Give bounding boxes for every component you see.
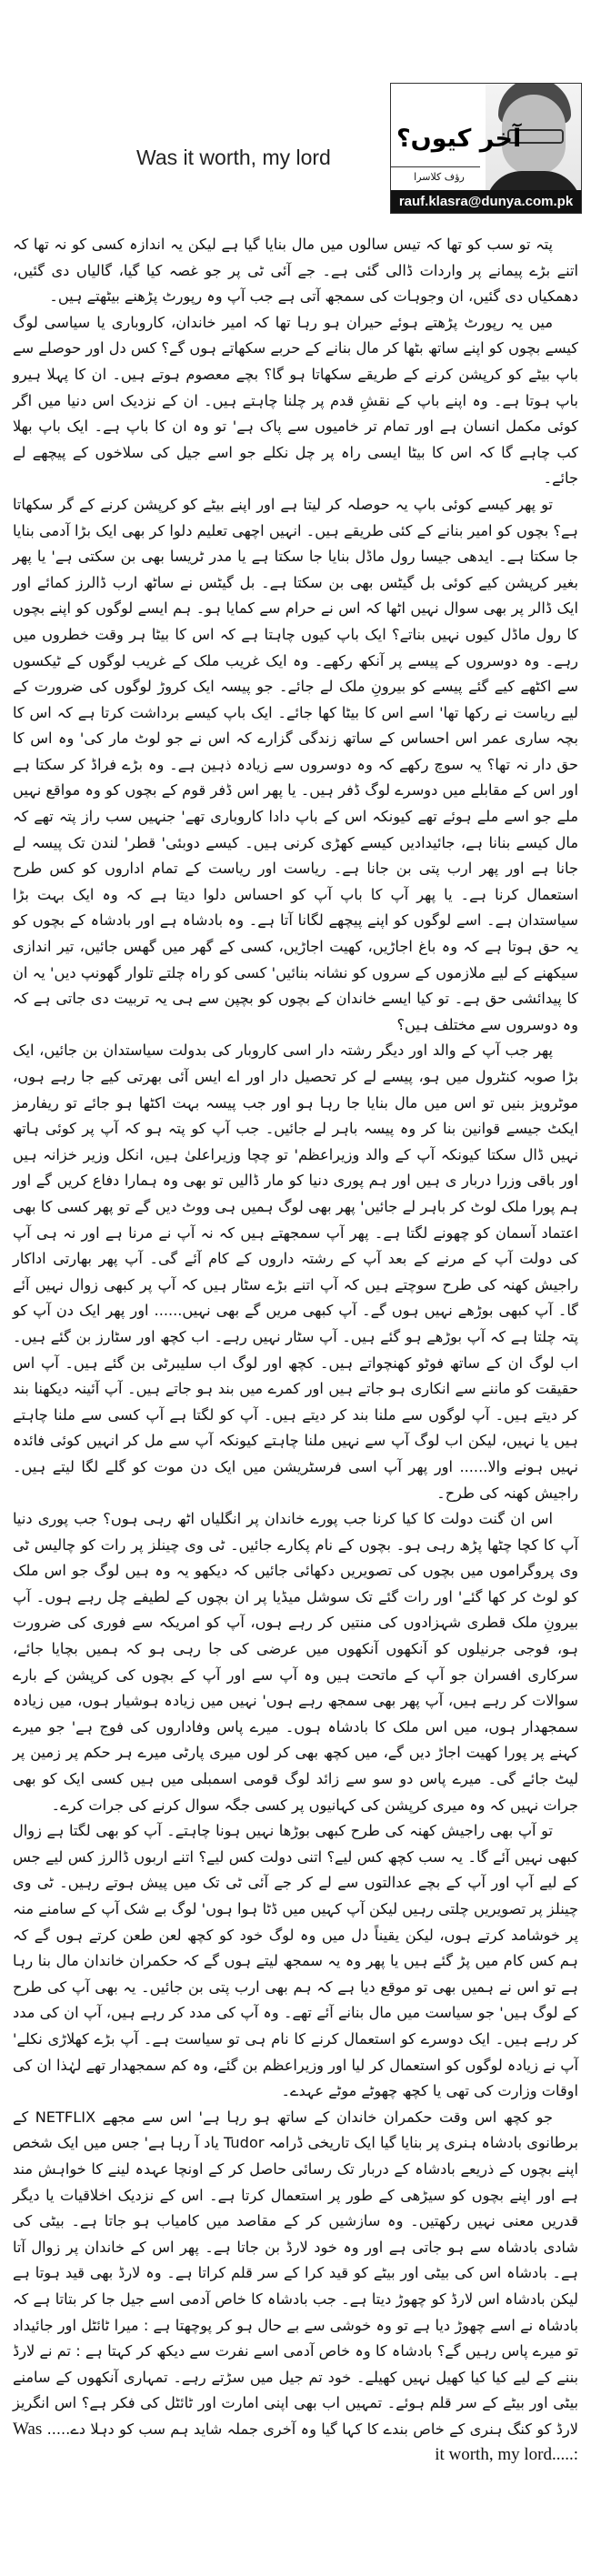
paragraph — [13, 2105, 578, 2469]
closing-quote: Was it worth, my lord.....: — [13, 2419, 578, 2465]
article-title-english: Was it worth, my lord — [136, 146, 331, 169]
divider — [391, 166, 480, 167]
paragraph: میں یہ رپورٹ پڑھتے ہوئے حیران ہو رہا تھا کہ امیر خاندان، کاروباری یا سیاسی لوگ کیسے بچوں کو اپنے ساتھ بٹھا کر مال بنانے کے حربے سکھاتے ہوں گے؟ کس دل اور حوصلے سے باپ بیٹے کو کرپشن کرنے کے طریقے سکھاتا ہو گا؟ بچے معصوم ہوتے ہیں۔ ان کا پہلا ہیرو باپ ہوتا ہے۔ وہ اپنے باپ کے نقشِ قدم پر چلنا چاہتے ہیں۔ ان کے نزدیک اس دنیا میں اگر کوئی مکمل انسان ہے اور تمام تر خامیوں سے پاک ہے' تو وہ ان کا باپ ہے۔ ایک باپ بھلا کب چاہے گا کہ اس کا بیٹا ایسی راہ پر چل نکلے جو اسے جیل کی سلاخوں کے پیچھے لے جائے۔ — [13, 313, 578, 488]
article-body — [13, 232, 578, 2469]
paragraph-text: جو کچھ اس وقت حکمران خاندان کے ساتھ ہو رہا ہے' اس سے مجھے NETFLIX کے برطانوی بادشاہ ہنری پر بنایا گیا ایک تاریخی ڈرامہ Tudor یاد آ رہا ہے' جس میں ایک شخص اپنے بچوں کے ذریعے بادشاہ کے دربار تک رسائی حاصل کر کے اونچا عہدہ لینے کا خواہش مند ہے اور اپنے بچوں کو سیڑھی کے طور پر استعمال کرتا ہے۔ اس کے نزدیک اخلاقیات یا دیگر قدریں معنی نہیں رکھتیں۔ وہ سازشیں کر کے مقاصد میں کامیاب ہو جاتا ہے۔ بیٹی کی شادی بادشاہ سے ہو جاتی ہے اور وہ خود لارڈ بن جاتا ہے۔ پھر اس کے خاندان پر زوال آتا ہے۔ بادشاہ اس کی بیٹی اور بیٹے کو قید کرا کے سر قلم کراتا ہے۔ وہ لارڈ بھی قید ہوتا ہے لیکن بادشاہ اس لارڈ کو چھوڑ دیتا ہے۔ جب بادشاہ کا خاص آدمی اسے جیل جا کر بتاتا ہے کہ بادشاہ نے اسے چھوڑ دیا ہے تو وہ خوشی سے بے حال ہو کر پوچھتا ہے : میرا ٹائٹل اور جائیداد تو میرے پاس رہیں گے؟ بادشاہ کا وہ خاص آدمی اسے نفرت سے دیکھ کر کہتا ہے : تم نے لارڈ بننے کے لیے کیا کیا کھیل نہیں کھیلے۔ خود تم جیل میں سڑتے رہے۔ تمہاری آنکھوں کے سامنے بیٹی اور بیٹے کے سر قلم ہوئے۔ تمہیں اب بھی اپنی امارت اور ٹائٹل کی فکر ہے؟ اس انگریز لارڈ کو کنگ ہنری کے خاص بندے کا کہا گیا وہ آخری جملہ شاید ہم سب کو دہلا دے..... — [13, 2108, 578, 2438]
author-name: رؤف کلاسرا — [414, 171, 465, 183]
paragraph: پھر جب آپ کے والد اور دیگر رشتہ دار اسی کاروبار کی بدولت سیاستدان بن جائیں، ایک بڑا صوبہ کنٹرول میں ہو، پیسے لے کر تحصیل دار اور اے ایس آئی بھرتی کیے جا رہے ہوں، موٹرویز بنیں تو اس میں مال بنایا جا رہا ہو اور جب پیسہ بہت اکٹھا ہو جائے تو ریفارمز ایکٹ جیسے قوانین بنا کر وہ پیسہ باہر لے جائیں۔ جب آپ کو پتہ ہو کہ آپ پر کوئی ہاتھ نہیں ڈال سکتا کیونکہ آپ کے والد وزیراعظم' تو چچا وزیراعلیٰ ہیں، انکل وزیر خزانہ ہیں اور باقی وزرا دربار ی ہیں اور ہم پوری دنیا کو مار ڈالیں تو بھی وہ ہمارا دفاع کریں گے اور ہم پورا ملک لوٹ کر باہر لے جائیں' پھر بھی لوگ ہمیں ہی ووٹ دیں گے تو پھر کسی کا بھی اعتماد آسمان کو چھونے لگتا ہے۔ پھر آپ سمجھتے ہیں کہ نہ آپ نے مرنا ہے اور نہ ہی آپ کی دولت آپ کے مرنے کے بعد آپ کے رشتہ داروں کے کام آئے گی۔ آپ پھر بھارتی اداکار راجیش کھنہ کی طرح سوچتے ہیں کہ آپ اتنے بڑے سٹار ہیں کہ آپ پر کبھی زوال نہیں آئے گا۔ آپ کبھی بوڑھے نہیں ہوں گے۔ آپ کبھی مریں گے بھی نہیں...... اور پھر ایک دن آپ کو پتہ چلتا ہے کہ آپ بوڑھے ہو گئے ہیں۔ آپ سٹار نہیں رہے۔ اب کچھ اور سٹارز بن گئے ہیں۔ اب لوگ ان کے ساتھ فوٹو کھنچواتے ہیں۔ کچھ اور لوگ اب سلیبرٹی بن گئے ہیں۔ آپ اس حقیقت کو ماننے سے انکاری ہو جاتے ہیں اور کمرے میں بند ہو جاتے ہیں۔ آپ آئینہ دیکھنا بند کر دیتے ہیں۔ آپ لوگوں سے ملنا بند کر دیتے ہیں۔ آپ کو لگتا ہے آپ کسی سے ملنا چاہتے ہیں یا نہیں، لیکن اب لوگ آپ سے نہیں ملنا چاہتے کیونکہ آپ سے مل کر انہیں کوئی فائدہ نہیں ہونے والا...... اور پھر آپ اسی فرسٹریشن میں ایک دن موت کو گلے لگا لیتے ہیں۔ راجیش کھنہ کی طرح۔ — [13, 1041, 578, 1502]
paragraph: اس ان گنت دولت کا کیا کرنا جب پورے خاندان پر انگلیاں اٹھ رہی ہوں؟ جب پوری دنیا آپ کا کچا چٹھا پڑھ رہی ہو۔ بچوں کے نام پکارے جائیں۔ ٹی وی چینلز پر رات کو چالیس ٹی وی پروگراموں میں بچوں کی تصویریں دکھائی جائیں کہ دیکھو یہ وہ ہیں لوگ جو اس ملک کو لوٹ کر کھا گئے' اور رات گئے تک سوشل میڈیا پر ان بچوں کے لطیفے چل رہے ہوں۔ آپ بیرونِ ملک قطری شہزادوں کی منتیں کر رہے ہوں، آپ کو امریکہ سے فوری کی ضرورت ہو، فوجی جرنیلوں کو آنکھوں آنکھوں میں عرضی کی جا رہی ہو کہ ہمیں بچایا جائے، سرکاری افسران جو آپ کے ماتحت ہیں وہ آپ سے اور آپ کے بچوں کی کرپشن کے بارے سوالات کر رہے ہیں، آپ پھر بھی سمجھ رہے ہوں' نہیں میں زیادہ ہوشیار ہوں، میں زیادہ سمجھدار ہوں، میں اس ملک کا بادشاہ ہوں۔ میرے پاس وفاداروں کی فوج ہے' جو میرے کہنے پر پورا کھیت اجاڑ دیں گے، میں کچھ بھی کر لوں میری پارٹی میرے ہر حکم پر زمین پر لیٹ جائے گی۔ میرے پاس دو سو سے زائد لوگ قومی اسمبلی میں ہیں کسی ایک کو بھی جرات نہیں کہ وہ میری کرپشن کی کہانیوں پر کسی جگہ سوال کرنے کی جرات کرے۔ — [13, 1510, 578, 1814]
column-masthead — [390, 83, 582, 214]
paragraph: پتہ تو سب کو تھا کہ تیس سالوں میں مال بنایا گیا ہے لیکن یہ اندازہ کسی کو نہ تھا کہ اتنے بڑے پیمانے پر واردات ڈالی گئی ہے۔ جے آئی ٹی پر جو غصہ کیا گیا، گالیاں دی گئیں، دھمکیاں دی گئیں، ان وجوہات کی سمجھ آتی ہے جب آپ وہ رپورٹ پڑھنے بیٹھتے ہیں۔ — [13, 236, 578, 306]
column-name: آخر کیوں؟ — [396, 125, 522, 153]
paragraph: تو آپ بھی راجیش کھنہ کی طرح کبھی بوڑھا نہیں ہونا چاہتے۔ آپ کو بھی لگتا ہے زوال کبھی نہیں آئے گا۔ یہ سب کچھ کس لیے؟ اتنی دولت کس لیے؟ اتنے اربوں ڈالرز کس لیے جس کے لیے آپ اور آپ کے بچے عدالتوں سے لے کر جے آئی ٹی تک میں پیش ہوتے رہیں۔ ٹی وی چینلز پر تصویریں چلتی رہیں لیکن آپ کہیں میں ڈٹا ہوا ہوں' لوگ بے شک آپ کے سامنے منہ پر خوشامد کرتے ہوں، لیکن یقیناً دل میں وہ لوگ خود کو کچھ لعن طعن کرتے ہوں گے کہ ہم کس کام میں پڑ گئے ہیں یا پھر وہ یہ سمجھ لیتے ہوں گے کہ حکمران خاندان مال بنا رہا ہے تو اس نے ہمیں بھی تو موقع دیا ہے کہ ہم بھی ارب پتی بن جائیں۔ یہ بھی آپ کی طرح کے لوگ ہیں' جو سیاست میں مال بنانے آئے تھے۔ وہ آپ کی مدد کر رہے ہیں، آپ ان کی مدد کر رہے ہیں۔ ایک دوسرے کو استعمال کرنے کا نام ہی تو سیاست ہے۔ آپ بڑے کھلاڑی نکلے' آپ نے زیادہ لوگوں کو استعمال کر لیا اور وزیراعظم بن گئے، وہ کم سمجھدار تھے لہٰذا ان کی اوقات وزارت کی تھی یا کچھ چھوٹے موٹے عہدے۔ — [13, 1822, 578, 2100]
author-email: rauf.klasra@dunya.com.pk — [391, 190, 581, 213]
paragraph: تو پھر کیسے کوئی باپ یہ حوصلہ کر لیتا ہے اور اپنے بیٹے کو کرپشن کرنے کے گر سکھاتا ہے؟ بچوں کو امیر بنانے کے کئی طریقے ہیں۔ انہیں اچھی تعلیم دلوا کر بھی ایک بڑا آدمی بنایا جا سکتا ہے۔ ایدھی جیسا رول ماڈل بنایا جا سکتا ہے یا مدر ٹریسا بھی بن سکتی ہے' یا پھر بغیر کرپشن کیے کوئی بل گیٹس بھی بن سکتا ہے۔ بل گیٹس نے ساٹھ ارب ڈالرز کمائے اور ایک ڈالر پر بھی سوال نہیں اٹھا کہ اس نے حرام سے کمایا ہو۔ ہم ایسے لوگوں کو اپنے بچوں کا رول ماڈل کیوں نہیں بناتے؟ ایک باپ کیوں چاہتا ہے کہ اس کا بیٹا ہر وقت خطروں میں رہے۔ وہ دوسروں کے پیسے پر آنکھ رکھے۔ وہ ایک غریب ملک کے غریب لوگوں کے ٹیکسوں سے اکٹھے کیے گئے پیسے کو بیرونِ ملک لے جائے۔ جو پیسہ ایک کروڑ لوگوں کی ضرورت کے لیے ریاست نے رکھا تھا' اسے اس کا بیٹا کھا جائے۔ ایک باپ کیسے برداشت کرتا ہے کہ اس کا بچہ ساری عمر اس احساس کے ساتھ زندگی گزارے کہ اس نے جو لوٹ مار کی' وہ اس کا حق دار نہ تھا؟ یہ سوچ رکھے کہ وہ دوسروں سے زیادہ ذہین ہے۔ وہ بڑے فراڈ کر سکتا ہے اور اس کے مقابلے میں دوسرے لوگ ڈفر ہیں۔ یا پھر اس ڈفر قوم کے بچوں کو وہ مواقع نہیں ملے جو اسے ملے ہوئے تھے کیونکہ اس کے باپ دادا کاروباری تھے' جنہیں سب راز پتہ تھے کہ مال کیسے بنانا ہے، جائیدادیں کیسے کھڑی کرنی ہیں۔ کیسے دوبئی' قطر' لندن تک پیسہ لے جانا ہے اور پھر ارب پتی بن جانا ہے۔ ریاست اور ریاست کے تمام اداروں کو کس طرح استعمال کرنا ہے۔ یا پھر آپ کا باپ آپ کو احساس دلوا دیتا ہے کہ وہ ایک بہت بڑا سیاستدان ہے۔ اسے لوگوں کو اپنے پیچھے لگانا آتا ہے۔ وہ بادشاہ ہے اور بادشاہ کے بچوں کو یہ حق ہوتا ہے کہ وہ باغ اجاڑیں، کھیت اجاڑیں، کسی کے گھر میں گھس جائیں، تیر اندازی سیکھنے کے لیے ملازموں کے سروں کو نشانہ بنائیں' کسی کو راہ چلتے تلوار گھونپ دیں' یہ ان کا پیدائشی حق ہے۔ تو کیا ایسے خاندان کے بچوں کو بچپن سے ہی یہ تربیت دی جاتی ہے کہ وہ دوسروں سے مختلف ہیں؟ — [13, 495, 578, 1033]
